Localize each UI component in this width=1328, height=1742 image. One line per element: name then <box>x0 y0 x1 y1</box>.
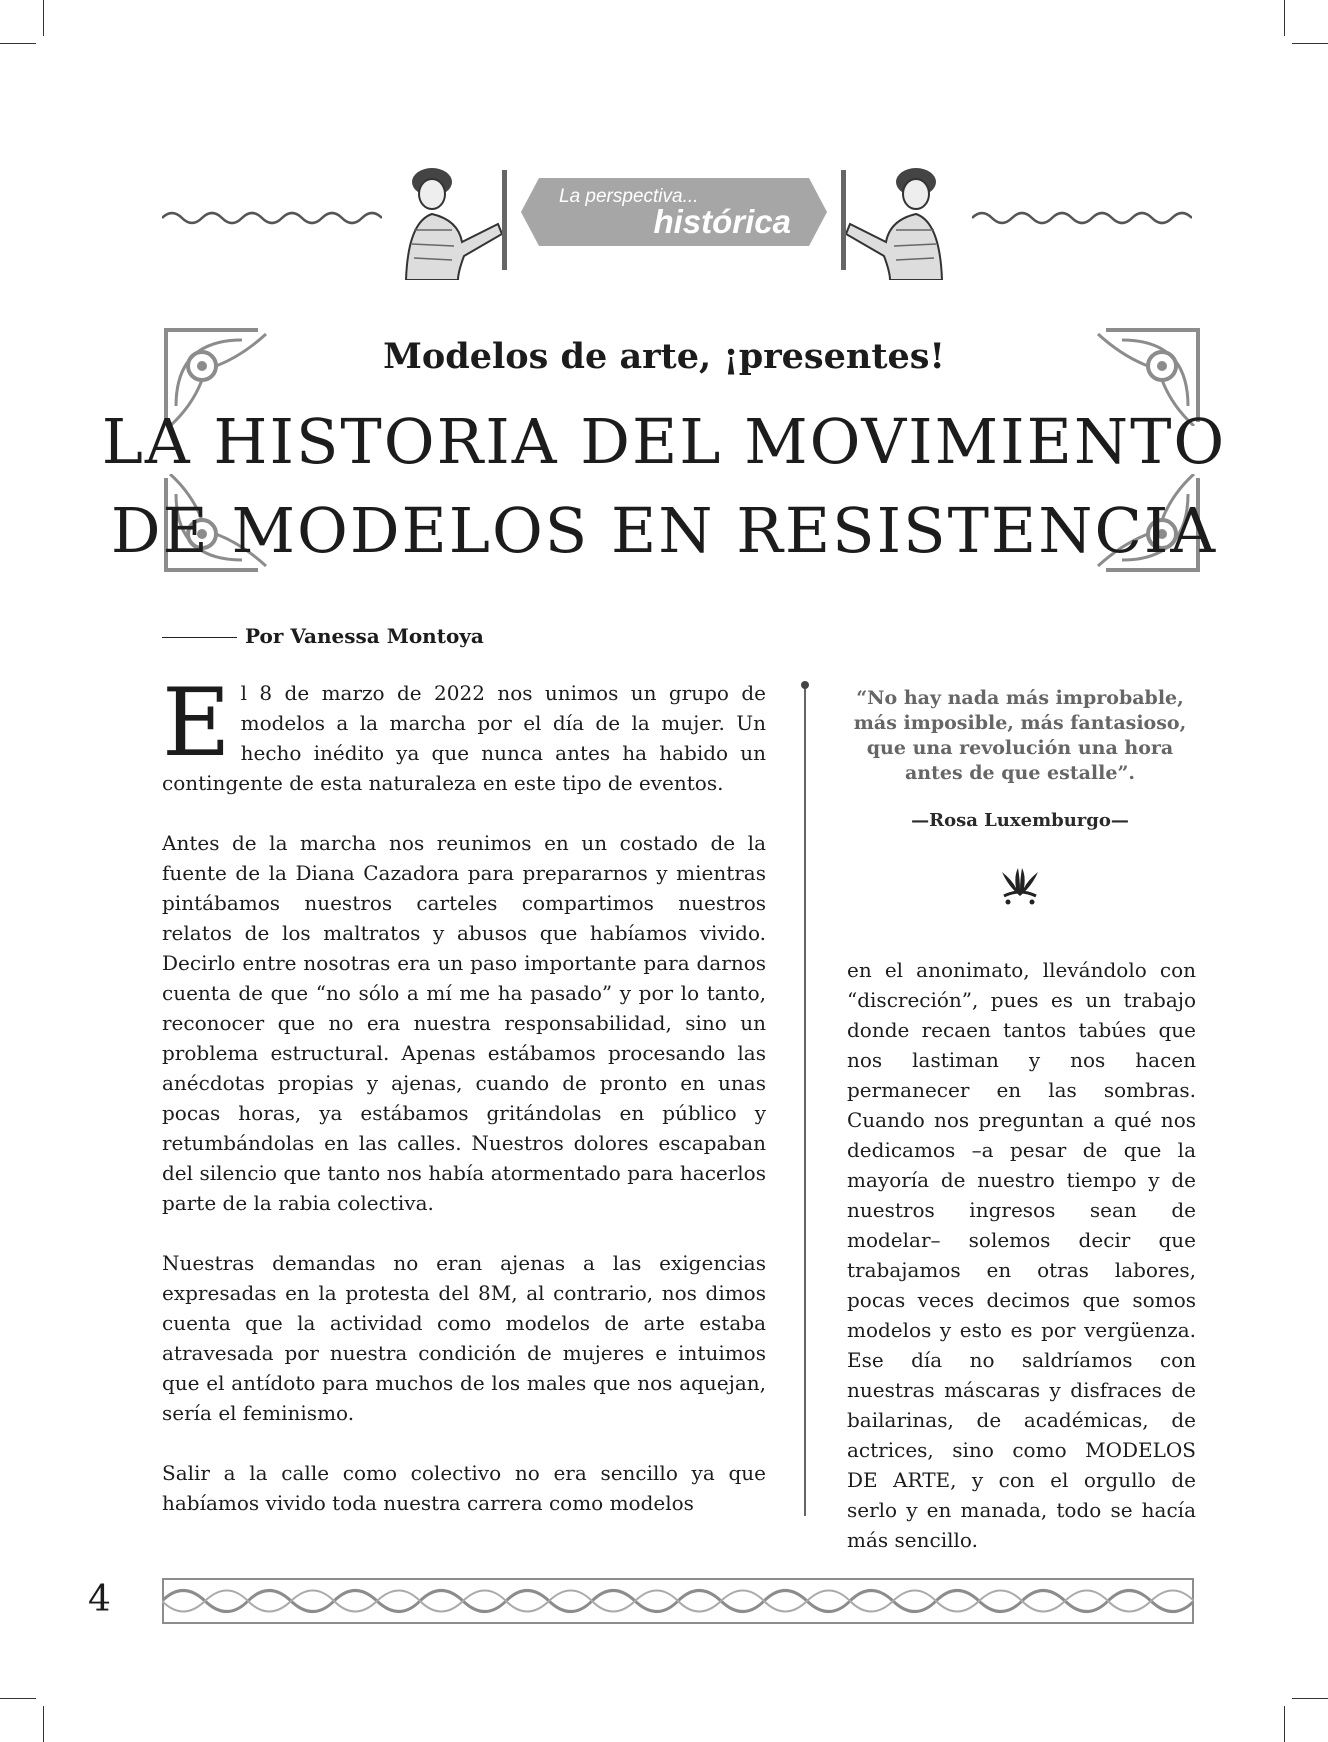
article-column-right <box>847 955 1196 1555</box>
paragraph: Salir a la calle como colectivo no era sencillo ya que habíamos vivido toda nuestra carrera como modelos <box>162 1461 766 1515</box>
banner-section-name: histórica <box>653 203 791 240</box>
fleuron-ornament-icon <box>998 866 1042 906</box>
paragraph <box>162 669 766 798</box>
quote-author: —Rosa Luxemburgo— <box>911 810 1129 831</box>
article-column-left <box>162 669 766 1548</box>
paragraph-text: l 8 de marzo de 2022 nos unimos un grupo de modelos a la marcha por el día de la mujer. Un hecho inédito ya que nunca antes ha habido un contingente de esta naturaleza en este tipo de eventos. <box>162 681 766 795</box>
paragraph: en el anonimato, llevándolo con “discreción”, pues es un trabajo donde recaen tantos tabúes que nos lastiman y nos hacen permanecer en las sombras. Cuando nos preguntan a qué nos dedicamos –a pesar de que la mayoría de nuestro tiempo y de nuestros ingresos sean de modelar– solemos decir que trabajamos en otras labores, pocas veces decimos que somos modelos y esto es por vergüenza. Ese día no saldríamos con nuestras máscaras y disfraces de bailarinas, de académicas, de actrices, sino como MODELOS DE ARTE, y con el orgullo de serlo y en manada, todo se hacía más sencillo. <box>847 958 1196 1552</box>
column-divider <box>804 684 806 1516</box>
paragraph: Antes de la marcha nos reunimos en un costado de la fuente de la Diana Cazadora para prepararnos y mientras pintábamos nuestros carteles compartimos nuestros relatos de los maltratos y abusos que habíamos vivido. Decirlo entre nosotras era un paso importante para darnos cuenta de que “no sólo a mí me ha pasado” y por lo tanto, reconocer que no era nuestra responsabilidad, sino un problema estructural. Apenas estábamos procesando las anécdotas propias y ajenas, cuando de pronto en unas pocas horas, ya estábamos gritándolas en público y retumbándolas en las calles. Nuestros dolores escapaban del silencio que tanto nos había atormentado para hacerlos parte de la rabia colectiva. <box>162 831 766 1215</box>
crop-mark <box>43 0 44 36</box>
section-banner <box>521 178 827 246</box>
article-subtitle: Modelos de arte, ¡presentes! <box>383 336 945 377</box>
crop-mark <box>0 1698 36 1699</box>
wave-ornament-left <box>162 208 382 228</box>
column-divider-cap <box>801 681 809 689</box>
article-title-line-2: DE MODELOS EN RESISTENCIA <box>110 494 1218 567</box>
crop-mark <box>1284 1706 1285 1742</box>
vintage-woman-illustration-right <box>836 160 956 280</box>
byline-rule <box>162 637 237 638</box>
page-number: 4 <box>88 1579 111 1620</box>
paragraph: Nuestras demandas no eran ajenas a las exigencias expresadas en la protesta del 8M, al contrario, nos dimos cuenta que la actividad como modelos de arte estaba atravesada por nuestra condición de mujeres e intuimos que el antídoto para muchos de los males que nos aquejan, sería el feminismo. <box>162 1251 766 1425</box>
wave-ornament-right <box>972 208 1192 228</box>
crop-mark <box>43 1706 44 1742</box>
article-title-line-1: LA HISTORIA DEL MOVIMIENTO <box>101 405 1227 478</box>
byline: Por Vanessa Montoya <box>245 624 484 648</box>
vintage-woman-illustration-left <box>392 160 512 280</box>
crop-mark <box>1292 1698 1328 1699</box>
drop-cap: E <box>162 669 231 778</box>
crop-mark <box>1284 0 1285 36</box>
crop-mark <box>0 43 36 44</box>
crop-mark <box>1292 43 1328 44</box>
decorative-footer-border <box>162 1578 1194 1624</box>
pull-quote: “No hay nada más improbable, más imposible, más fantasioso, que una revolución una hora antes de que estalle”. <box>853 687 1187 784</box>
banner-kicker: La perspectiva... <box>559 186 699 207</box>
